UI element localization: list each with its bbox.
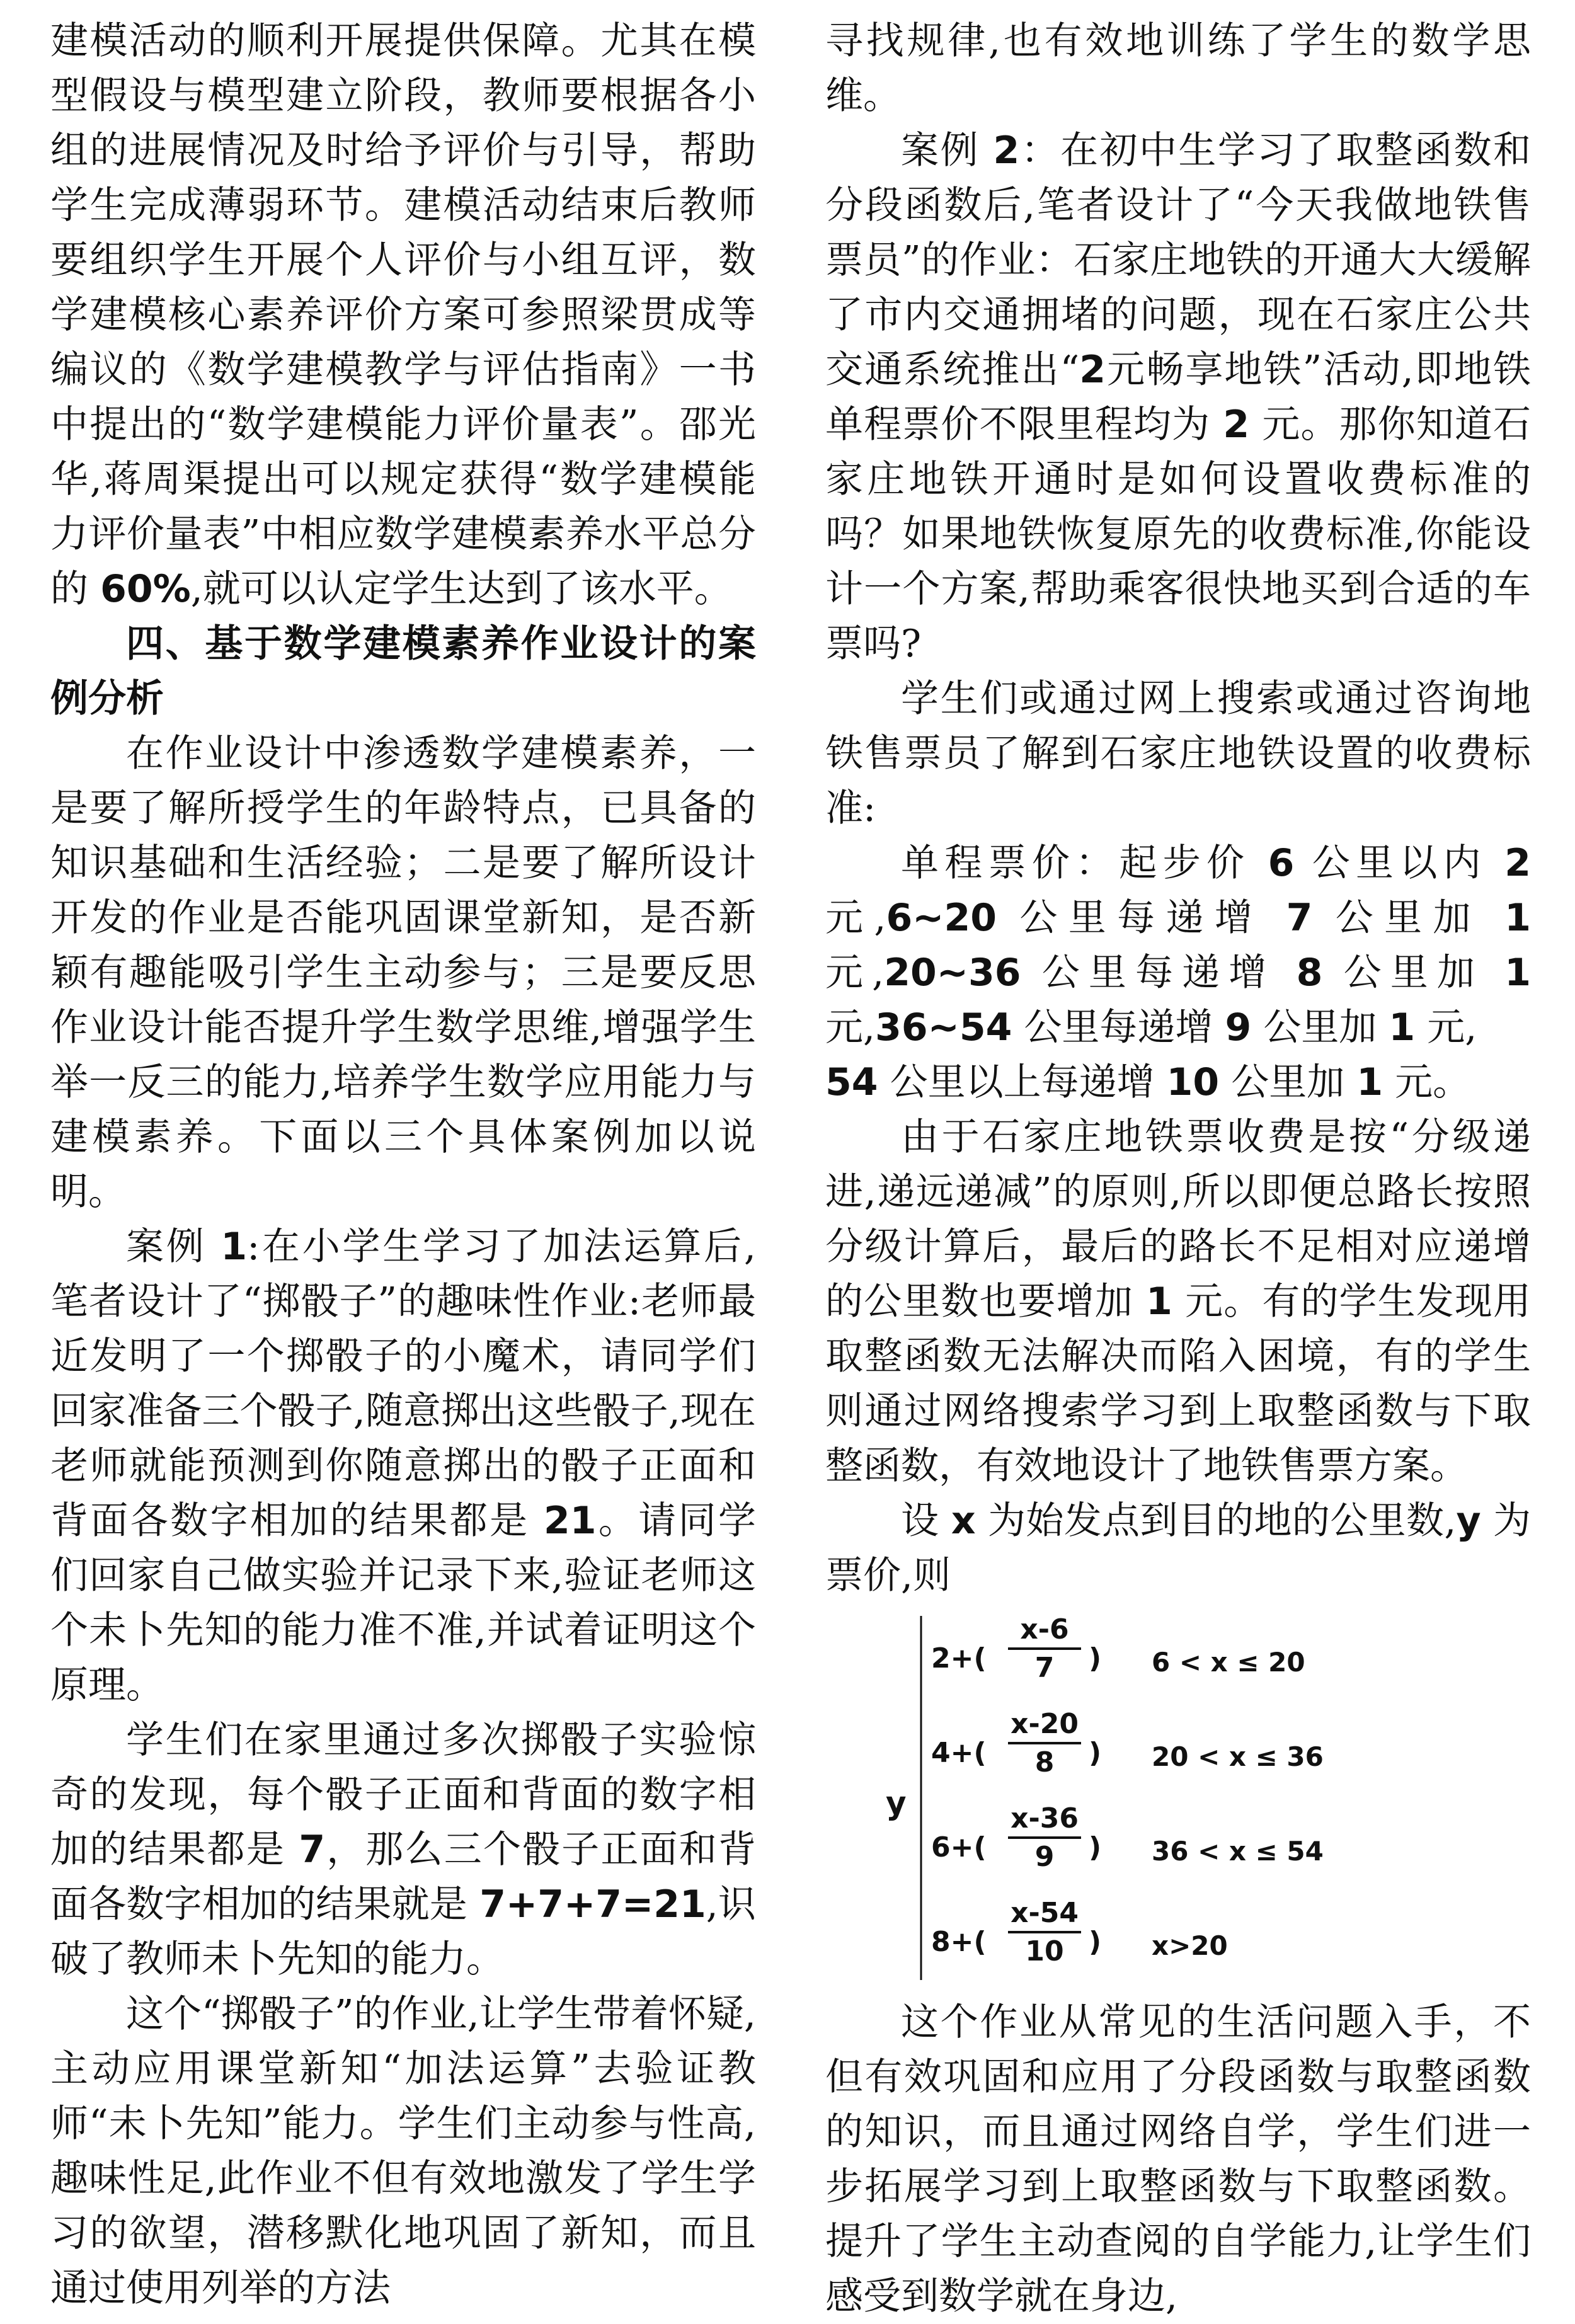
section-heading: 四、基于数学建模素养作业设计的案例分析 bbox=[50, 622, 756, 721]
left-column bbox=[50, 14, 756, 2316]
fraction: $\frac{x-20}{8}$ bbox=[1008, 1707, 1081, 1781]
formula-case: 8+( $\frac{x-54}{10}$ ) x>20 bbox=[925, 1896, 1366, 1971]
paragraph-research: 学生们或通过网上搜索或通过咨询地铁售票员了解到石家庄地铁设置的收费标准: bbox=[825, 677, 1531, 830]
fraction: $\frac{x-54}{10}$ bbox=[1008, 1896, 1081, 1970]
formula-lhs: y bbox=[886, 1785, 907, 1821]
paragraph-fare-principle: 由于石家庄地铁票收费是按“分级递进,递远递减”的原则,所以即便总路长按照分级计算后，最后的路长不足相对应递增的公里数也要增加 1 元。有的学生发现用取整函数无法解决而陷入困境，有的学生则通过网络搜索学习到上取整函数与下取整函数，有效地设计了地铁售票方案。 bbox=[825, 1115, 1532, 1488]
paragraph-intro: 在作业设计中渗透数学建模素养，一是要了解所授学生的年龄特点，已具备的知识基础和生活经验；二是要了解所设计开发的作业是否能巩固课堂新知，是否新颖有趣能吸引学生主动参与；三是要反思作业设计能否提升学生数学思维,增强学生举一反三的能力,培养学生数学应用能力与建模素养。下面以三个具体案例加以说明。 bbox=[50, 731, 756, 1214]
paragraph-fare-rules: 单程票价：起步价 6 公里以内 2 元,6~20 公里每递增 7 公里加 1 元,20~36 公里每递增 8 公里加 1 元,36~54 公里每递增 9 公里加 1 元, 54 公里以上每递增 10 公里加 1 元。 bbox=[825, 841, 1532, 1104]
fraction: $\frac{x-6}{7}$ bbox=[1008, 1612, 1081, 1686]
piecewise-formula bbox=[825, 1612, 1531, 1984]
formula-case: 6+( $\frac{x-36}{9}$ ) 36 < x ≤ 54 bbox=[925, 1801, 1366, 1877]
paragraph-case-1: 案例 1:在小学生学习了加法运算后,笔者设计了“掷骰子”的趣味性作业:老师最近发明了一个掷骰子的小魔术，请同学们回家准备三个骰子,随意掷出这些骰子,现在老师就能预测到你随意掷出的骰子正面和背面各数字相加的结果都是 21。请同学们回家自己做实验并记录下来,验证老师这个未卜先知的能力准不准,并试着证明这个原理。 bbox=[50, 1225, 757, 1707]
paragraph-dice-analysis: 这个“掷骰子”的作业,让学生带着怀疑,主动应用课堂新知“加法运算”去验证教师“未卜先知”能力。学生们主动参与性高,趣味性足,此作业不但有效地激发了学生学习的欲望，潜移默化地巩固了新知，而且通过使用列举的方法 bbox=[50, 1992, 756, 2310]
formula-case: 2+( $\frac{x-6}{7}$ ) 6 < x ≤ 20 bbox=[925, 1612, 1366, 1688]
paragraph-dice-result: 学生们在家里通过多次掷骰子实验惊奇的发现，每个骰子正面和背面的数字相加的结果都是 7，那么三个骰子正面和背面各数字相加的结果就是 7+7+7=21,识破了教师未卜先知的能力。 bbox=[50, 1718, 757, 1981]
paragraph-conclusion: 这个作业从常见的生活问题入手，不但有效巩固和应用了分段函数与取整函数的知识，而且通过网络自学，学生们进一步拓展学习到上取整函数与下取整函数。提升了学生主动查阅的自学能力,让学生们感受到数学就在身边, bbox=[825, 2000, 1531, 2318]
fraction: $\frac{x-36}{9}$ bbox=[1008, 1801, 1081, 1875]
paragraph-continuation-right: 寻找规律,也有效地训练了学生的数学思维。 bbox=[825, 19, 1531, 118]
right-column bbox=[825, 14, 1531, 2324]
paragraph-variables: 设 x 为始发点到目的地的公里数,y 为票价,则 bbox=[825, 1499, 1532, 1598]
paragraph-case-2: 案例 2：在初中生学习了取整函数和分段函数后,笔者设计了“今天我做地铁售票员”的作业：石家庄地铁的开通大大缓解了市内交通拥堵的问题，现在石家庄公共交通系统推出“2元畅享地铁”活动,即地铁单程票价不限里程均为 2 元。那你知道石家庄地铁开通时是如何设置收费标准的吗？如果地铁恢复原先的收费标准,你能设计一个方案,帮助乘客很快地买到合适的车票吗? bbox=[825, 129, 1532, 666]
formula-case: 4+( $\frac{x-20}{8}$ ) 20 < x ≤ 36 bbox=[925, 1707, 1366, 1782]
paragraph-continuation: 建模活动的顺利开展提供保障。尤其在模型假设与模型建立阶段，教师要根据各小组的进展情况及时给予评价与引导，帮助学生完成薄弱环节。建模活动结束后教师要组织学生开展个人评价与小组互评，数学建模核心素养评价方案可参照梁贯成等编议的《数学建模教学与评估指南》一书中提出的“数学建模能力评价量表”。邵光华,蒋周渠提出可以规定获得“数学建模能力评价量表”中相应数学建模素养水平总分的 60%,就可以认定学生达到了该水平。 bbox=[50, 19, 756, 611]
